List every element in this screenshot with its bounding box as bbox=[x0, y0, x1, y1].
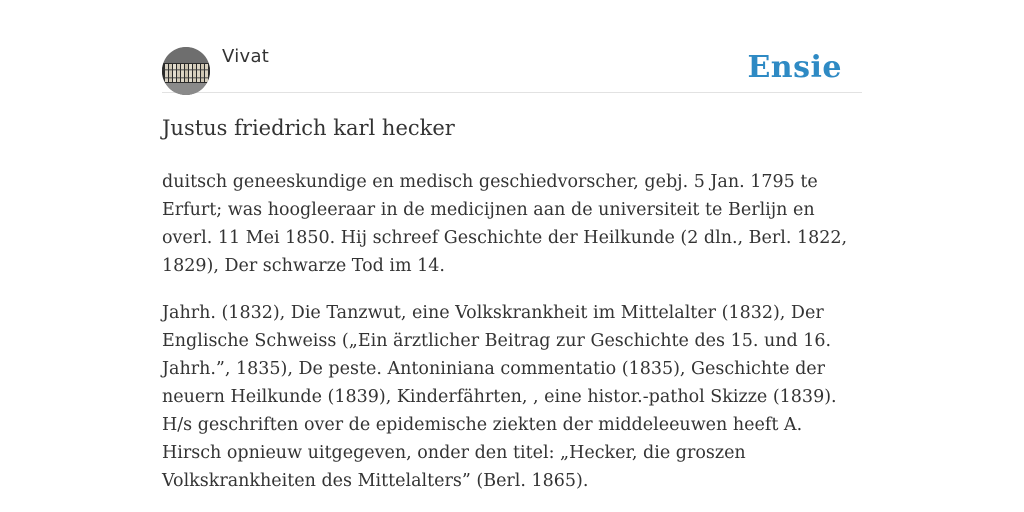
source-name[interactable]: Vivat bbox=[222, 46, 270, 67]
article-title: Justus friedrich karl hecker bbox=[162, 116, 455, 140]
article-paragraph: duitsch geneeskundige en medisch geschiedvorscher, gebj. 5 Jan. 1795 te Erfurt; was hoogleeraar in de medicijnen aan de universiteit te Berlijn en overl. 11 Mei 1850. Hij schreef Geschichte der Heilkunde (2 dln., Berl. 1822, 1829), Der schwarze Tod im 14. bbox=[162, 172, 848, 276]
article-paragraph: Jahrh. (1832), Die Tanzwut, eine Volkskrankheit im Mittelalter (1832), Der Englische Schweiss („Ein ärztlicher Beitrag zur Geschichte des 15. und 16. Jahrh.”, 1835), De peste. Antoniniana commentatio (1835), Geschichte der neuern Heilkunde (1839), Kinderfährten, , eine histor.-pathol Skizze (1839). H/s geschriften over de epidemische ziekten der middeleeuwen heeft A. Hirsch opnieuw uitgegeven, onder den titel: „Hecker, die groszen Volkskrankheiten des Mittelalters” (Berl. 1865). bbox=[162, 303, 837, 491]
book-spines-icon bbox=[162, 47, 210, 95]
source-avatar[interactable] bbox=[162, 47, 210, 95]
header bbox=[162, 0, 862, 93]
brand-logo[interactable]: Ensie bbox=[747, 50, 842, 85]
page bbox=[162, 0, 862, 491]
